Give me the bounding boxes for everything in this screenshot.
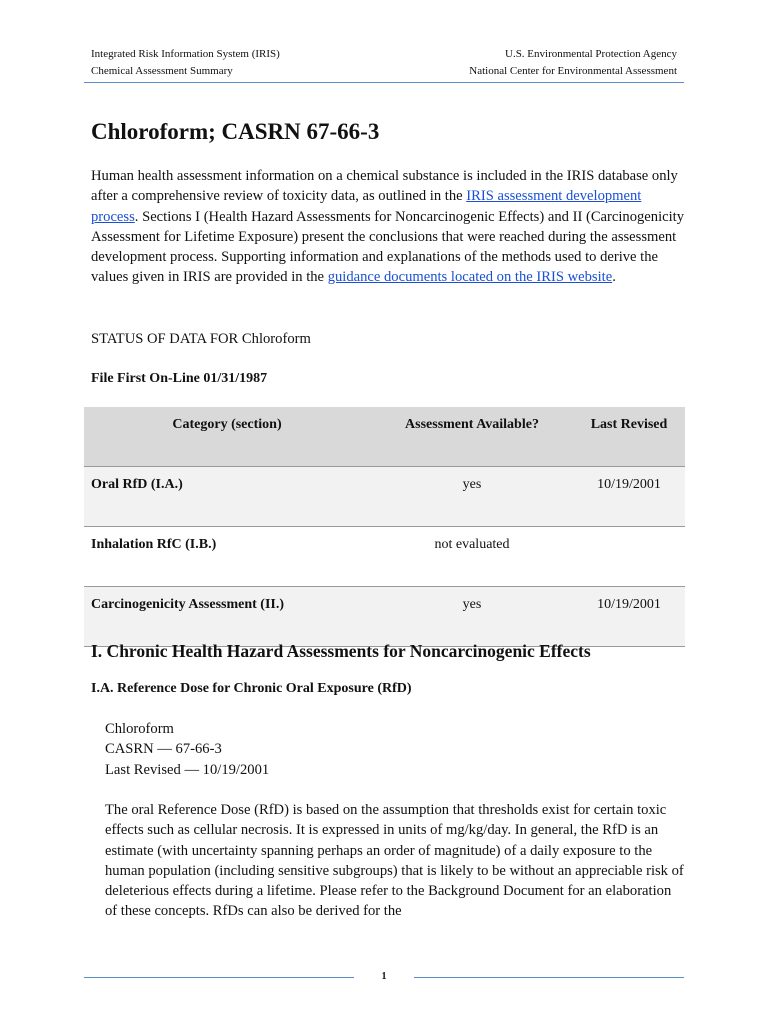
guidance-documents-link[interactable]: guidance documents located on the IRIS website: [327, 269, 613, 286]
row-revised: [573, 527, 685, 587]
chemical-meta-block: [105, 719, 269, 780]
column-header-category: Category (section): [84, 407, 371, 467]
header-right: [469, 46, 677, 80]
header-doc-type: Chemical Assessment Summary: [91, 65, 233, 77]
column-header-available: Assessment Available?: [371, 407, 573, 467]
header-divider: [84, 82, 684, 83]
row-available: not evaluated: [371, 527, 573, 587]
status-heading: STATUS OF DATA FOR Chloroform: [91, 331, 311, 347]
footer-divider-right: [414, 977, 684, 978]
intro-text-3: .: [612, 269, 616, 286]
table-header-row: [84, 407, 685, 467]
row-category: Oral RfD (I.A.): [84, 467, 371, 527]
row-category: Carcinogenicity Assessment (II.): [84, 587, 371, 647]
header-center: National Center for Environmental Assessment: [469, 65, 677, 77]
file-online-date: File First On-Line 01/31/1987: [91, 371, 268, 386]
intro-paragraph: [91, 166, 691, 288]
footer-divider-left: [84, 977, 354, 978]
section-1a-heading: I.A. Reference Dose for Chronic Oral Exposure (RfD): [91, 681, 412, 696]
row-available: yes: [371, 587, 573, 647]
intro-text-1: Human health assessment information on a chemical substance is included in the IRIS database only after a comprehensive review of toxicity data, as outlined in the: [91, 168, 678, 205]
section-1-heading: I. Chronic Health Hazard Assessments for Noncarcinogenic Effects: [91, 641, 591, 661]
page-number: 1: [381, 971, 387, 982]
header-system-name: Integrated Risk Information System (IRIS): [91, 48, 280, 60]
table-row: [84, 527, 685, 587]
chemical-casrn: CASRN — 67-66-3: [105, 741, 222, 758]
page-title: Chloroform; CASRN 67-66-3: [91, 119, 380, 144]
table-row: [84, 467, 685, 527]
header-agency: U.S. Environmental Protection Agency: [505, 48, 677, 60]
iris-process-link[interactable]: IRIS assessment development process: [91, 188, 642, 225]
row-revised: 10/19/2001: [573, 587, 685, 647]
row-revised: 10/19/2001: [573, 467, 685, 527]
status-table: [84, 407, 685, 647]
rfd-description-paragraph: The oral Reference Dose (RfD) is based on the assumption that thresholds exist for certain toxic effects such as cellular necrosis. It is expressed in units of mg/kg/day. In general, the RfD is an estimate (with uncertainty spanning perhaps an order of magnitude) of a daily exposure to the human population (including sensitive subgroups) that is likely to be without an appreciable risk of deleterious effects during a lifetime. Please refer to the Background Document for an elaboration of these concepts. RfDs can also be derived for the: [105, 802, 684, 920]
row-available: yes: [371, 467, 573, 527]
chemical-name: Chloroform: [105, 721, 174, 737]
intro-text-2: . Sections I (Health Hazard Assessments for Noncarcinogenic Effects) and II (Carcinogenicity Assessment for Lifetime Exposure) present the conclusions that were reached during the assessment development process. Supporting information and explanations of the methods used to derive the values given in IRIS are provided in the: [91, 208, 685, 286]
table-row: [84, 587, 685, 647]
chemical-last-revised: Last Revised — 10/19/2001: [105, 761, 270, 778]
row-category: Inhalation RfC (I.B.): [84, 527, 371, 587]
column-header-revised: Last Revised: [573, 407, 685, 467]
header-left: [91, 46, 280, 80]
